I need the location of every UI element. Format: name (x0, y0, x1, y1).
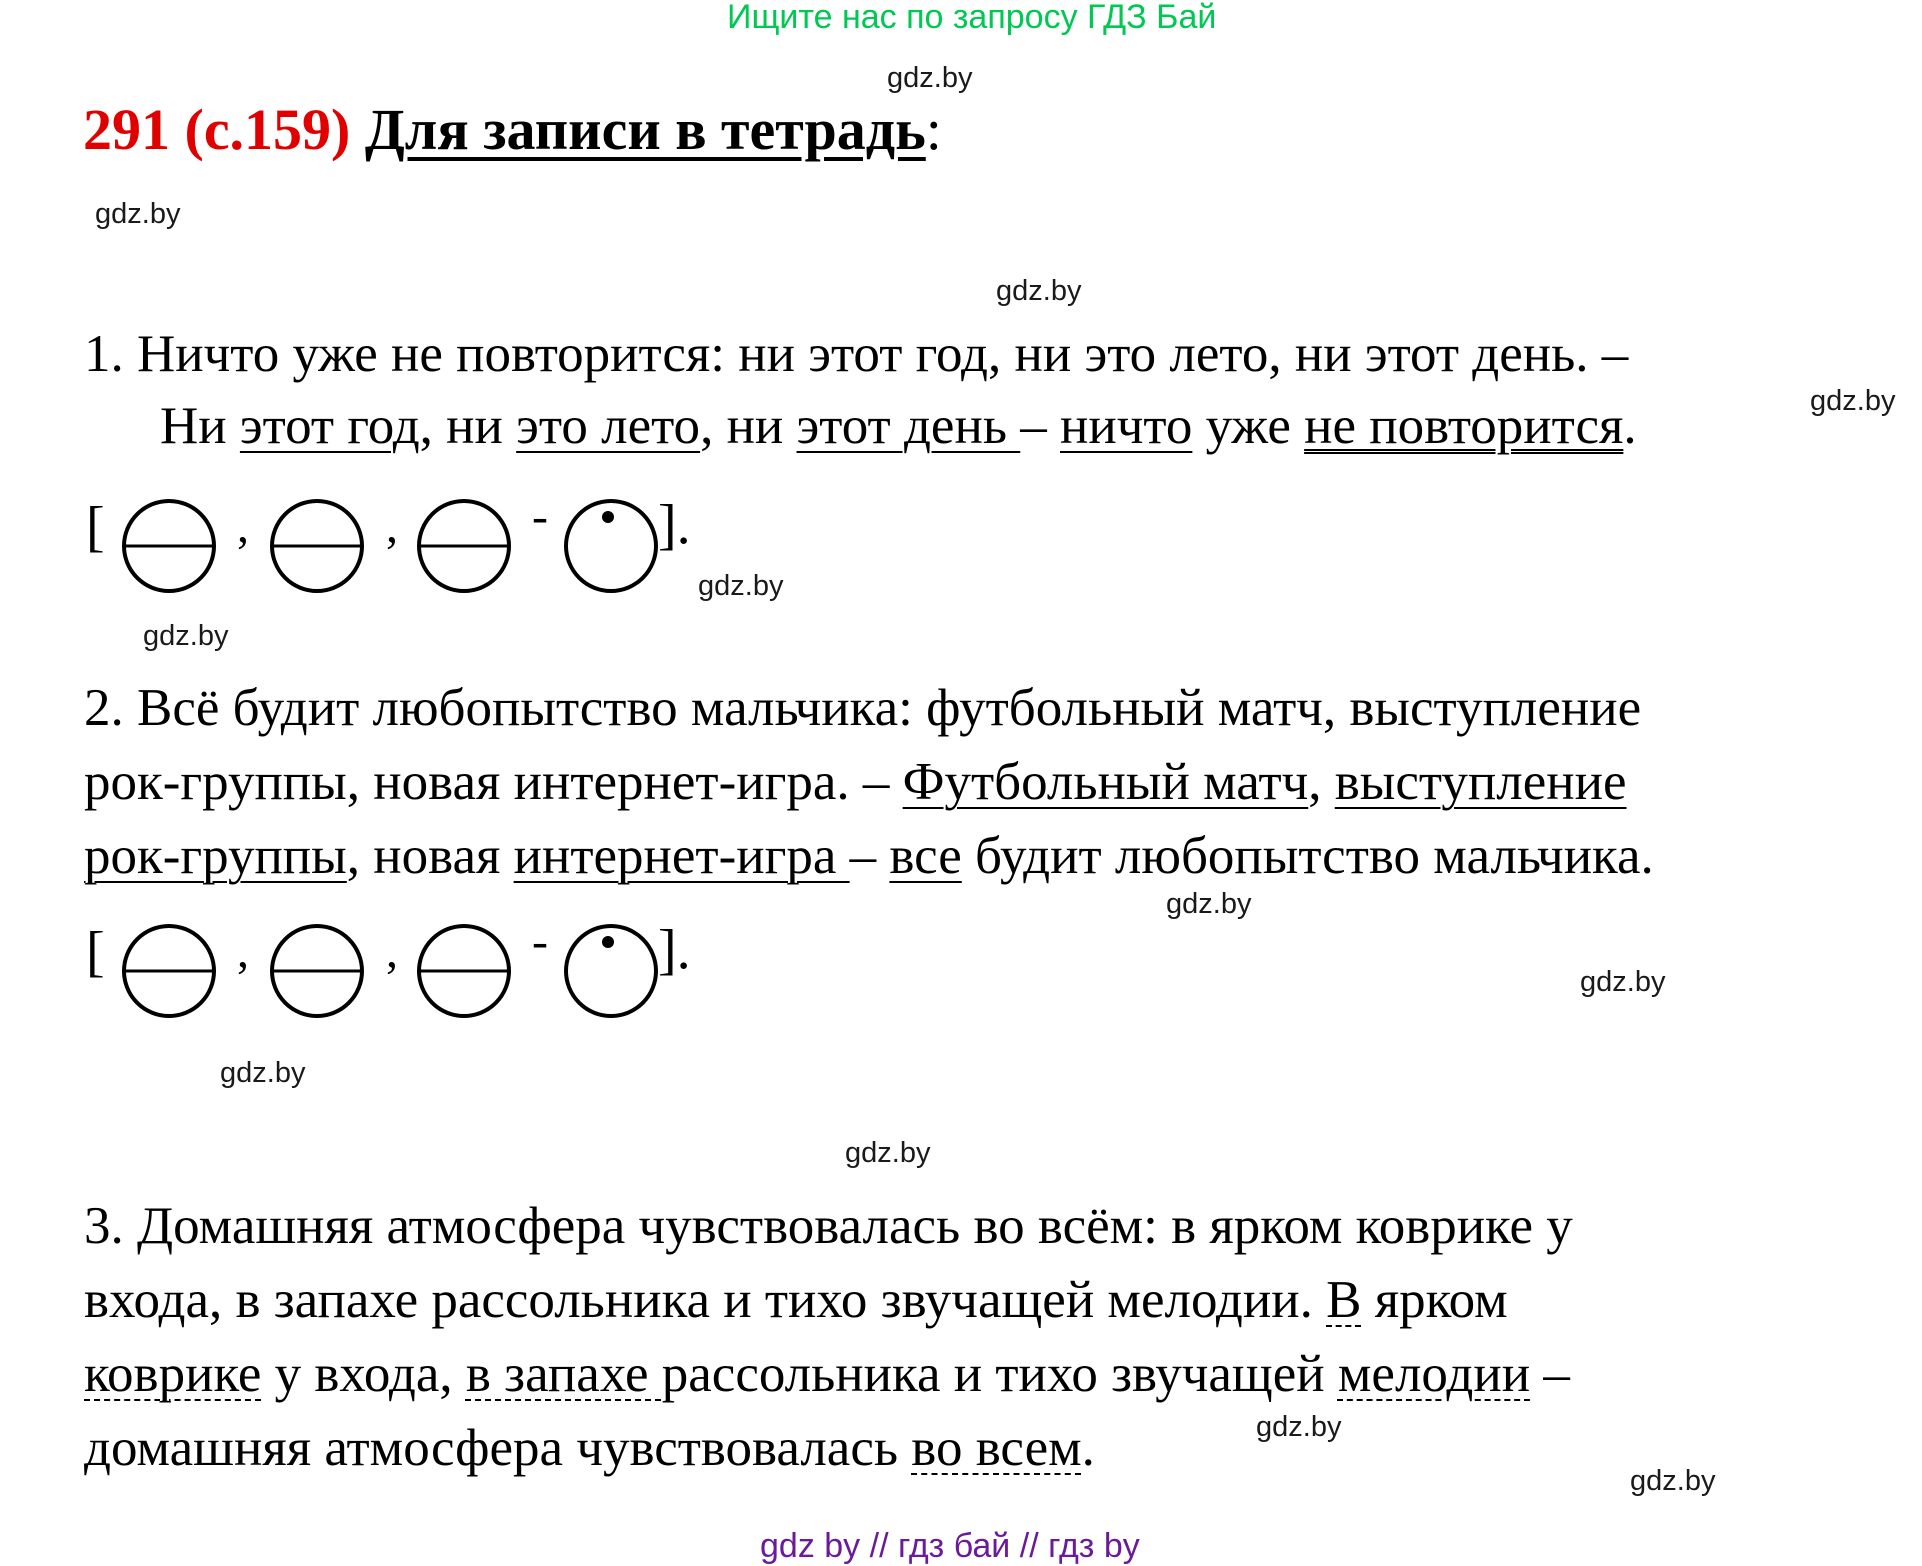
sentence-scheme (80, 485, 720, 610)
homogeneous-member: выступление (1334, 753, 1627, 811)
circumstance-member: В (1326, 1271, 1362, 1329)
dash: - (532, 490, 548, 543)
heading-colon: : (925, 97, 942, 162)
watermark: gdz.by (996, 275, 1082, 307)
bracket-open: [ (86, 496, 105, 558)
text: рассольника и тихо звучащей (661, 1345, 1338, 1403)
generalizing-word: ничто (1060, 397, 1193, 455)
bracket-close: ]. (658, 919, 691, 981)
text: , новая (346, 827, 514, 885)
text: Ни (160, 397, 240, 455)
homogeneous-member: рок-группы (84, 827, 347, 885)
item2-restructured-line2 (84, 827, 1654, 885)
text: . (1081, 1419, 1095, 1477)
exercise-heading (83, 96, 942, 163)
item2-restructured-line1 (84, 753, 1627, 811)
predicate: не повторится (1304, 397, 1624, 455)
watermark: gdz.by (1580, 966, 1666, 998)
text: , ни (700, 397, 797, 455)
footer-text: gdz by // гдз бай // гдз by (760, 1527, 1140, 1565)
text: рок-группы, новая интернет-игра. – (84, 753, 903, 811)
text: ярком (1361, 1271, 1508, 1329)
watermark: gdz.by (698, 570, 784, 602)
text: , ни (419, 397, 517, 455)
homogeneous-member: Футбольный матч (902, 753, 1309, 811)
watermark: gdz.by (95, 198, 181, 230)
watermark: gdz.by (845, 1137, 931, 1169)
text: домашняя атмосфера чувствовалась (84, 1419, 912, 1477)
sentence-scheme (80, 910, 720, 1035)
circumstance-member: коврике (84, 1345, 262, 1403)
circumstance-member: мелодии (1337, 1345, 1531, 1403)
comma: , (386, 500, 398, 553)
text: – (1530, 1345, 1570, 1403)
homogeneous-member: этот год (239, 397, 420, 455)
text: входа, в запахе рассольника и тихо звучащей мелодии. (84, 1271, 1327, 1329)
item3-line4 (84, 1419, 1095, 1477)
text: . (1623, 397, 1637, 455)
bracket-close: ]. (658, 494, 691, 556)
top-banner: Ищите нас по запросу ГДЗ Бай (727, 0, 1217, 36)
item3-sentence: 3. Домашняя атмосфера чувствовалась во всём: в ярком коврике у (84, 1197, 1573, 1255)
homogeneous-member: этот день (796, 397, 1021, 455)
watermark: gdz.by (887, 62, 973, 94)
watermark: gdz.by (1810, 385, 1896, 417)
watermark: gdz.by (1256, 1411, 1342, 1443)
watermark: gdz.by (1166, 888, 1252, 920)
item3-line3 (84, 1345, 1570, 1403)
exercise-number: 291 (с.159) (83, 97, 351, 162)
text: – (849, 827, 890, 885)
comma: , (386, 925, 398, 978)
homogeneous-member: это лето (516, 397, 701, 455)
item3-line2 (84, 1271, 1508, 1329)
text: – (1020, 397, 1060, 455)
watermark: gdz.by (220, 1057, 306, 1089)
dash: - (532, 915, 548, 968)
item2-sentence: 2. Всё будит любопытство мальчика: футбольный матч, выступление (84, 679, 1642, 737)
text: , (1308, 753, 1335, 811)
generalizing-word-dot (602, 936, 614, 948)
item1-restructured (160, 397, 1637, 455)
homogeneous-member: интернет-игра (513, 827, 850, 885)
text: у входа, (261, 1345, 466, 1403)
watermark: gdz.by (1630, 1465, 1716, 1497)
watermark: gdz.by (143, 620, 229, 652)
generalizing-word: во всем (911, 1419, 1082, 1477)
comma: , (237, 925, 249, 978)
text: будит любопытство мальчика. (961, 827, 1654, 885)
comma: , (237, 500, 249, 553)
circumstance-member: в запахе (465, 1345, 662, 1403)
item1-sentence: 1. Ничто уже не повторится: ни этот год, ни это лето, ни этот день. – (84, 325, 1629, 383)
generalizing-word: все (889, 827, 962, 885)
exercise-title: Для записи в тетрадь (364, 97, 926, 162)
text: уже (1192, 397, 1305, 455)
generalizing-word-dot (602, 511, 614, 523)
bracket-open: [ (86, 921, 105, 983)
